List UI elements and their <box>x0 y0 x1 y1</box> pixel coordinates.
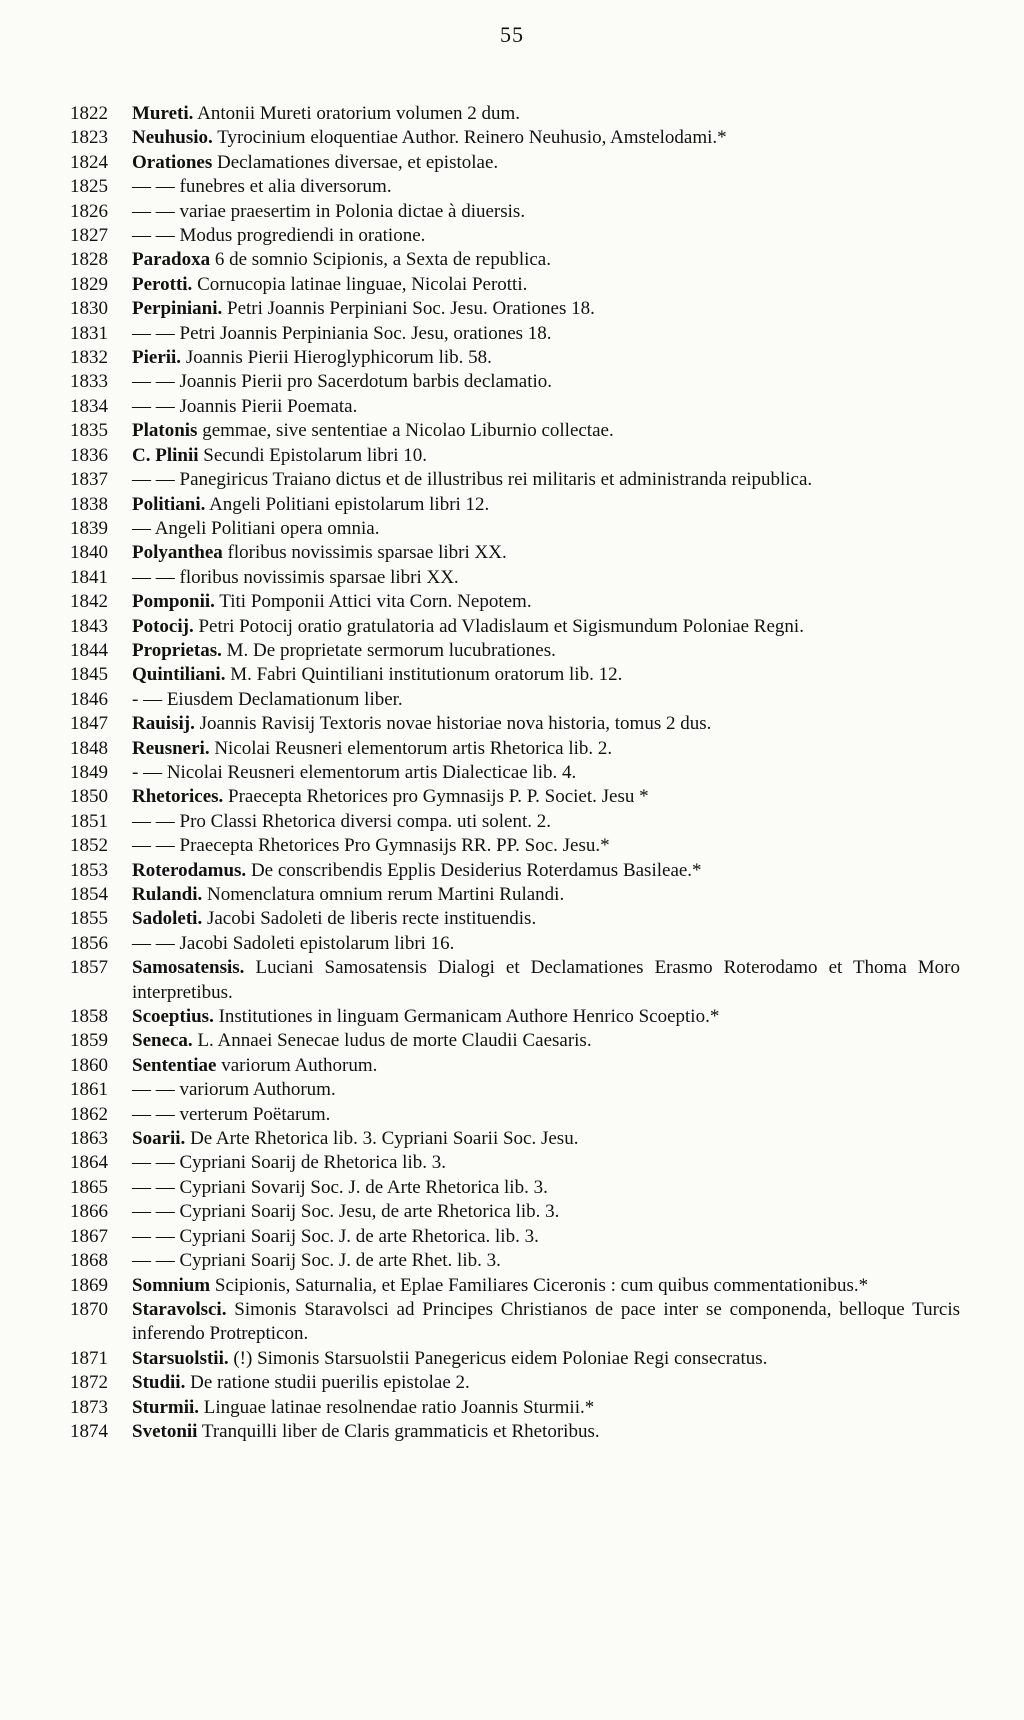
entry-text: variorum Authorum. <box>179 1079 336 1101</box>
entry-heading: Soarii. <box>132 1128 186 1150</box>
entry-text: Joannis Pierii Hieroglyphicorum lib. 58. <box>185 347 492 369</box>
ditto-dash: — — <box>132 395 175 417</box>
entry-number: 1836 <box>70 444 108 466</box>
entry-text: Joannis Ravisij Textoris novae historiae nova historia, tomus 2 dus. <box>199 713 712 735</box>
catalog-entry <box>70 297 960 321</box>
entry-number: 1869 <box>70 1274 108 1296</box>
catalog-entry-list <box>70 102 960 1444</box>
entry-number: 1852 <box>70 835 108 857</box>
catalog-entry <box>70 615 960 639</box>
entry-text: Petri Joannis Perpiniania Soc. Jesu, orationes 18. <box>179 322 552 344</box>
entry-text: Nomenclatura omnium rerum Martini Rulandi. <box>206 884 565 905</box>
entry-heading: Sadoleti. <box>132 908 203 930</box>
entry-text: Angeli Politiani opera omnia. <box>154 517 380 539</box>
entry-heading: Mureti. <box>132 103 194 124</box>
ditto-dash: — — <box>132 200 175 222</box>
entry-heading: Svetonii <box>132 1420 198 1442</box>
catalog-entry <box>70 663 960 687</box>
catalog-entry <box>70 493 960 517</box>
entry-number: 1835 <box>70 420 108 442</box>
ditto-dash: — — <box>132 1176 175 1198</box>
entry-number: 1864 <box>70 1152 108 1174</box>
entry-number: 1853 <box>70 859 108 881</box>
entry-heading: Staravolsci. <box>132 1298 227 1320</box>
catalog-entry <box>70 1200 960 1224</box>
entry-text: Luciani Samosatensis Dialogi et Declamationes Erasmo Roterodamo et Thoma Moro interpretibus. <box>132 957 961 1003</box>
entry-text: Joannis Pierii Poemata. <box>179 395 358 417</box>
catalog-entry <box>70 395 960 419</box>
entry-number: 1870 <box>70 1298 108 1320</box>
entry-text: Tyrocinium eloquentiae Author. Reinero Neuhusio, Amstelodami.* <box>217 127 727 149</box>
entry-text: Antonii Mureti oratorium volumen 2 dum. <box>197 103 521 124</box>
entry-number: 1828 <box>70 249 108 271</box>
catalog-entry <box>70 419 960 443</box>
entry-number: 1861 <box>70 1079 108 1101</box>
entry-heading: Quintiliani. <box>132 664 226 686</box>
entry-heading: Sturmii. <box>132 1396 200 1418</box>
entry-text: Linguae latinae resolnendae ratio Joannis Sturmii.* <box>203 1396 595 1418</box>
entry-heading: Politiani. <box>132 493 206 515</box>
ditto-dash: — — <box>132 566 175 588</box>
entry-heading: C. Plinii <box>132 444 199 466</box>
entry-number: 1860 <box>70 1054 108 1076</box>
entry-heading: Rhetorices. <box>132 786 224 808</box>
entry-text: Secundi Epistolarum libri 10. <box>203 444 428 466</box>
catalog-entry <box>70 346 960 370</box>
ditto-dash: — — <box>132 810 175 832</box>
entry-number: 1863 <box>70 1128 108 1150</box>
entry-heading: Neuhusio. <box>132 127 213 149</box>
entry-number: 1840 <box>70 542 108 564</box>
catalog-entry <box>70 1249 960 1273</box>
entry-text: Praecepta Rhetorices Pro Gymnasijs RR. PP. Soc. Jesu.* <box>179 835 610 857</box>
entry-text: Nicolai Reusneri elementorum artis Rhetorica lib. 2. <box>214 737 613 759</box>
entry-number: 1825 <box>70 176 108 198</box>
entry-heading: Polyanthea <box>132 542 223 564</box>
catalog-entry <box>70 175 960 199</box>
entry-text: Declamationes diversae, et epistolae. <box>216 151 499 173</box>
entry-number: 1873 <box>70 1396 108 1418</box>
entry-heading: Roterodamus. <box>132 859 247 881</box>
entry-number: 1851 <box>70 810 108 832</box>
catalog-entry <box>70 810 960 834</box>
entry-heading: Platonis <box>132 420 198 442</box>
entry-heading: Starsuolstii. <box>132 1347 229 1369</box>
entry-number: 1845 <box>70 664 108 686</box>
entry-heading: Samosatensis. <box>132 957 245 979</box>
entry-number: 1829 <box>70 273 108 295</box>
entry-number: 1857 <box>70 957 108 979</box>
catalog-entry <box>70 1225 960 1249</box>
entry-text: Cornucopia latinae linguae, Nicolai Perotti. <box>197 273 528 295</box>
ditto-dash: — — <box>132 469 175 491</box>
catalog-entry <box>70 322 960 346</box>
entry-number: 1822 <box>70 103 108 124</box>
entry-text: Petri Potocij oratio gratulatoria ad Vladislaum et Sigismundum Poloniae Regni. <box>198 615 804 637</box>
entry-number: 1850 <box>70 786 108 808</box>
entry-number: 1823 <box>70 127 108 149</box>
entry-text: Cypriani Sovarij Soc. J. de Arte Rhetorica lib. 3. <box>179 1176 548 1198</box>
entry-text: M. Fabri Quintiliani institutionum oratorum lib. 12. <box>230 664 623 686</box>
entry-text: Nicolai Reusneri elementorum artis Dialecticae lib. 4. <box>166 761 577 783</box>
entry-number: 1848 <box>70 737 108 759</box>
entry-number: 1866 <box>70 1201 108 1223</box>
catalog-entry <box>70 932 960 956</box>
entry-number: 1858 <box>70 1006 108 1028</box>
entry-text: Tranquilli liber de Claris grammaticis et Rhetoribus. <box>201 1420 600 1442</box>
entry-heading: Pomponii. <box>132 591 215 613</box>
catalog-entry <box>70 444 960 468</box>
entry-number: 1832 <box>70 347 108 369</box>
entry-number: 1854 <box>70 884 108 905</box>
entry-text: Scipionis, Saturnalia, et Eplae Familiares Ciceronis : cum quibus commentationibus.* <box>214 1274 869 1296</box>
entry-text: De ratione studii puerilis epistolae 2. <box>190 1372 470 1394</box>
entry-number: 1846 <box>70 688 108 710</box>
catalog-entry <box>70 907 960 931</box>
entry-heading: Reusneri. <box>132 737 210 759</box>
catalog-entry <box>70 1029 960 1053</box>
catalog-entry <box>70 1176 960 1200</box>
ditto-dash: — — <box>132 1103 175 1125</box>
entry-text: gemmae, sive sententiae a Nicolao Liburnio collectae. <box>202 420 614 442</box>
entry-text: Joannis Pierii pro Sacerdotum barbis declamatio. <box>179 371 553 393</box>
catalog-entry <box>70 1103 960 1127</box>
entry-number: 1855 <box>70 908 108 930</box>
entry-heading: Potocij. <box>132 615 194 637</box>
entry-number: 1856 <box>70 932 108 954</box>
catalog-entry <box>70 956 960 1005</box>
catalog-entry <box>70 1347 960 1371</box>
catalog-entry <box>70 273 960 297</box>
entry-number: 1824 <box>70 151 108 173</box>
catalog-entry <box>70 102 960 126</box>
entry-number: 1868 <box>70 1250 108 1272</box>
entry-heading: Studii. <box>132 1372 186 1394</box>
ditto-dash: — <box>132 517 151 539</box>
catalog-entry <box>70 1396 960 1420</box>
entry-text: M. De proprietate sermorum lucubrationes. <box>226 639 556 661</box>
entry-text: funebres et alia diversorum. <box>179 176 392 198</box>
entry-number: 1833 <box>70 371 108 393</box>
entry-number: 1865 <box>70 1176 108 1198</box>
entry-text: Institutiones in linguam Germanicam Authore Henrico Scoeptio.* <box>218 1006 720 1028</box>
ditto-dash: — — <box>132 1201 175 1223</box>
entry-text: Angeli Politiani epistolarum libri 12. <box>209 493 490 515</box>
entry-heading: Rauisij. <box>132 713 195 735</box>
entry-number: 1862 <box>70 1103 108 1125</box>
entry-text: floribus novissimis sparsae libri XX. <box>179 566 459 588</box>
entry-text: De Arte Rhetorica lib. 3. Cypriani Soarii Soc. Jesu. <box>190 1128 579 1150</box>
entry-text: Cypriani Soarij Soc. Jesu, de arte Rhetorica lib. 3. <box>179 1201 560 1223</box>
entry-text: L. Annaei Senecae ludus de morte Claudii Caesaris. <box>197 1030 592 1052</box>
entry-heading: Pierii. <box>132 347 182 369</box>
catalog-entry <box>70 883 960 907</box>
ditto-dash: — — <box>132 1152 175 1174</box>
entry-text: Cypriani Soarij Soc. J. de arte Rhet. lib. 3. <box>179 1250 501 1272</box>
entry-number: 1839 <box>70 517 108 539</box>
entry-text: Praecepta Rhetorices pro Gymnasijs P. P. Societ. Jesu * <box>228 786 649 808</box>
entry-text: Jacobi Sadoleti de liberis recte instituendis. <box>206 908 537 930</box>
catalog-entry <box>70 1298 960 1347</box>
entry-text: Titi Pomponii Attici vita Corn. Nepotem. <box>219 591 532 613</box>
entry-text: Cypriani Soarij Soc. J. de arte Rhetorica. lib. 3. <box>179 1225 539 1247</box>
entry-heading: Perotti. <box>132 273 193 295</box>
catalog-entry <box>70 1054 960 1078</box>
entry-number: 1841 <box>70 566 108 588</box>
catalog-entry <box>70 785 960 809</box>
catalog-entry <box>70 224 960 248</box>
catalog-entry <box>70 737 960 761</box>
entry-heading: Orationes <box>132 151 213 173</box>
entry-number: 1859 <box>70 1030 108 1052</box>
catalog-entry <box>70 468 960 492</box>
ditto-dash: — — <box>132 1225 175 1247</box>
catalog-entry <box>70 761 960 785</box>
catalog-entry <box>70 639 960 663</box>
entry-text: Cypriani Soarij de Rhetorica lib. 3. <box>179 1152 446 1174</box>
catalog-entry <box>70 859 960 883</box>
entry-number: 1826 <box>70 200 108 222</box>
entry-text: Simonis Staravolsci ad Principes Christianos de pace inter se componenda, belloque Turcis inferendo Protrepticon. <box>132 1298 960 1345</box>
entry-number: 1838 <box>70 493 108 515</box>
entry-heading: Sententiae <box>132 1054 217 1076</box>
entry-heading: Scoeptius. <box>132 1006 214 1028</box>
catalog-entry <box>70 517 960 541</box>
ditto-dash: — — <box>132 1250 175 1272</box>
entry-heading: Proprietas. <box>132 639 222 661</box>
catalog-entry <box>70 1420 960 1444</box>
entry-text: Eiusdem Declamationum liber. <box>166 688 403 710</box>
ditto-dash: — — <box>132 371 175 393</box>
entry-text: verterum Poëtarum. <box>179 1103 331 1125</box>
entry-heading: Rulandi. <box>132 884 203 905</box>
entry-number: 1872 <box>70 1372 108 1394</box>
ditto-dash: - — <box>132 761 163 783</box>
ditto-dash: — — <box>132 835 175 857</box>
ditto-dash: - — <box>132 688 163 710</box>
entry-number: 1871 <box>70 1347 108 1369</box>
entry-heading: Somnium <box>132 1274 211 1296</box>
entry-heading: Perpiniani. <box>132 298 223 320</box>
entry-number: 1827 <box>70 225 108 247</box>
catalog-entry <box>70 126 960 150</box>
catalog-entry <box>70 200 960 224</box>
entry-text: 6 de somnio Scipionis, a Sexta de republica. <box>214 249 551 271</box>
entry-text: variae praesertim in Polonia dictae à diuersis. <box>179 200 526 222</box>
catalog-entry <box>70 370 960 394</box>
catalog-entry <box>70 1127 960 1151</box>
catalog-entry <box>70 1371 960 1395</box>
ditto-dash: — — <box>132 225 175 247</box>
catalog-entry <box>70 688 960 712</box>
catalog-entry <box>70 590 960 614</box>
entry-number: 1867 <box>70 1225 108 1247</box>
entry-number: 1843 <box>70 615 108 637</box>
entry-text: Modus progrediendi in oratione. <box>179 225 426 247</box>
catalog-entry <box>70 1274 960 1298</box>
ditto-dash: — — <box>132 176 175 198</box>
ditto-dash: — — <box>132 1079 175 1101</box>
page-number: 55 <box>500 22 524 47</box>
entry-number: 1847 <box>70 713 108 735</box>
ditto-dash: — — <box>132 322 175 344</box>
entry-heading: Seneca. <box>132 1030 193 1052</box>
ditto-dash: — — <box>132 932 175 954</box>
entry-number: 1844 <box>70 639 108 661</box>
entry-text: floribus novissimis sparsae libri XX. <box>227 542 507 564</box>
catalog-entry <box>70 541 960 565</box>
catalog-entry <box>70 1005 960 1029</box>
entry-number: 1834 <box>70 395 108 417</box>
entry-text: Pro Classi Rhetorica diversi compa. uti solent. 2. <box>179 810 552 832</box>
entry-number: 1849 <box>70 761 108 783</box>
catalog-entry <box>70 1078 960 1102</box>
entry-text: Panegiricus Traiano dictus et de illustribus rei militaris et administranda reipublica. <box>179 469 813 491</box>
catalog-entry <box>70 566 960 590</box>
entry-text: variorum Authorum. <box>221 1054 378 1076</box>
entry-text: Jacobi Sadoleti epistolarum libri 16. <box>179 932 455 954</box>
entry-number: 1837 <box>70 469 108 491</box>
catalog-entry <box>70 248 960 272</box>
entry-number: 1831 <box>70 322 108 344</box>
entry-number: 1830 <box>70 298 108 320</box>
entry-number: 1842 <box>70 591 108 613</box>
entry-text: De conscribendis Epplis Desiderius Roterdamus Basileae.* <box>250 859 702 881</box>
catalog-entry <box>70 151 960 175</box>
catalog-entry <box>70 834 960 858</box>
entry-text: (!) Simonis Starsuolstii Panegericus eidem Poloniae Regi consecratus. <box>233 1347 768 1369</box>
entry-heading: Paradoxa <box>132 249 211 271</box>
catalog-entry <box>70 1151 960 1175</box>
entry-number: 1874 <box>70 1420 108 1442</box>
catalog-entry <box>70 712 960 736</box>
entry-text: Petri Joannis Perpiniani Soc. Jesu. Orationes 18. <box>227 298 595 320</box>
